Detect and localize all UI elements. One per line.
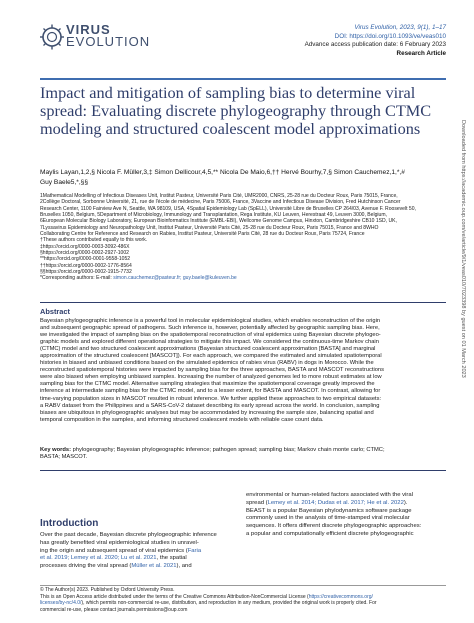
intro-line: Over the past decade, Bayesian discrete phylogeographic inference bbox=[40, 532, 217, 538]
logo-line-1: VIRUS bbox=[66, 22, 111, 37]
virus-logo-icon bbox=[40, 24, 64, 50]
abstract-line: we investigated the impact of sampling bias on the spatiotemporal reconstruction of viral epidemics using Bayesian discrete phylogeo- bbox=[40, 332, 381, 339]
download-watermark bbox=[459, 120, 467, 480]
intro-line: has greatly benefited viral epidemiological studies in unravel- bbox=[40, 539, 199, 546]
copyright-notice: © The Author(s) 2023. Published by Oxford University Press. bbox=[40, 587, 175, 593]
journal-logo[interactable] bbox=[40, 24, 160, 68]
article-type: Research Article bbox=[396, 49, 446, 57]
intro-line bbox=[40, 563, 236, 571]
keywords-text: phylogeography; Bayesian phylogeographic inference; pathogen spread; sampling bias; Markov chain monte carlo; CTMC; bbox=[71, 447, 385, 453]
affiliation-line: Research Center, 1100 Fairview Ave N, Seattle, WA 98109, USA, 4Spatial Epidemiology Lab (SpELL), Université Libre de Bruxelles CP 264/03, Avenue F. Roosevelt 50, bbox=[40, 205, 416, 212]
intro-line bbox=[40, 555, 236, 563]
orcid-link[interactable]: §§https://orcid.org/0000-0002-1915-7732 bbox=[40, 269, 132, 276]
introduction-heading: Introduction bbox=[40, 518, 99, 529]
intro-line: a popular and computationally efficient discrete phylogeographic bbox=[246, 530, 414, 537]
affiliations bbox=[40, 193, 446, 282]
abstract-line: inference at intermediate sampling bias for the CTMC model, and to a lesser extent, for BASTA and MASCOT. In contrast, allowing for bbox=[40, 388, 381, 395]
abstract-line: biases are ubiquitous in phylogeographic analyses but may be accommodated by increasing the sample size, balancing spatial and bbox=[40, 409, 374, 416]
affiliation-line: 2Collège Doctoral, Sorbonne Université, 21, rue de l'école de médecine, Paris 75006, France, 3Vaccine and Infectious Disease Division, Fred Hutchinson Cancer bbox=[40, 199, 401, 206]
orcid-link[interactable]: ††https://orcid.org/0000-0002-1776-8564 bbox=[40, 262, 132, 269]
intro-text: ). bbox=[403, 499, 408, 506]
intro-text: spread ( bbox=[246, 499, 268, 506]
intro-text: , the spatial bbox=[156, 555, 187, 562]
license-link[interactable]: https://creativecommons.org/ bbox=[308, 593, 373, 600]
intro-text: processes driving the viral spread ( bbox=[40, 563, 132, 570]
intro-text: ing the origin and subsequent spread of viral epidemics ( bbox=[40, 547, 188, 554]
doi-link[interactable]: DOI: https://doi.org/10.1093/ve/veas010 bbox=[334, 32, 446, 40]
download-watermark-text: Downloaded from https://academic.oup.com/ve/article/9/1/veas010/7023398 by guest on 01 March 2023 bbox=[460, 120, 466, 378]
license-footer bbox=[40, 587, 446, 613]
intro-line: BEAST is a popular Bayesian phylodynamics software package bbox=[246, 507, 412, 514]
abstract-line: time-varying population sizes in MASCOT resulted in robust inference. We further applied these approaches to two empirical datasets: bbox=[40, 395, 382, 402]
orcid-link[interactable]: ‡https://orcid.org/0000-0003-3092-486X bbox=[40, 243, 130, 250]
intro-line bbox=[246, 500, 442, 508]
journal-citation: Virus Evolution, 2023, 9(1), 1–17 bbox=[354, 24, 446, 31]
affiliation-line: Collaborating Centre for Reference and Research on Rabies, Institut Pasteur, Université Paris Cité, 28 rue du Docteur Roux, Paris 75724, France bbox=[40, 231, 365, 238]
citation-link[interactable]: Faria bbox=[187, 547, 202, 554]
abstract-line: histories in biased and unbiased conditions based on the simulated epidemics of rabies virus (RABV) in dogs in Morocco. While the bbox=[40, 360, 374, 367]
author-line: Maylis Layan,1,2,§ Nicola F. Müller,3,‡ Simon Dellicour,4,5,** Nicola De Maio,6,†† Hervé Bourhy,7,§ Simon Cauchemez,1,*,# bbox=[40, 169, 405, 176]
abstract-line: sampling bias for the CTMC model. Alternative sampling strategies that maximize the spatiotemporal coverage greatly improved the bbox=[40, 381, 375, 388]
equal-contribution-note: †These authors contributed equally to this work. bbox=[40, 237, 148, 244]
abstract-line: reconstructed spatiotemporal histories were impacted by sampling bias for the three approaches, BASTA and MASCOT reconstructions bbox=[40, 367, 384, 374]
abstract-line: a RABV dataset from the Philippines and a SARS-CoV-2 dataset describing its early spread across the world. In conclusion, sampling bbox=[40, 402, 380, 409]
author-line: Guy Baele5,*,§§ bbox=[40, 179, 89, 186]
keywords-line bbox=[40, 447, 446, 454]
abstract-line: approximation of the structured coalescent [MASCOT]). For each approach, we compared the estimated and simulated spatiotemporal bbox=[40, 353, 382, 360]
abstract-rule bbox=[40, 302, 446, 303]
intro-line bbox=[40, 548, 236, 556]
corresponding-email-link[interactable]: simon.cauchemez@pasteur.fr; guy.baele@kuleuven.be bbox=[113, 275, 237, 282]
article-meta bbox=[305, 24, 446, 58]
abstract-line: (CTMC) model and two structured coalescent approximations (Bayesian structured coalescent approximation [BASTA] and marginal bbox=[40, 346, 376, 353]
license-text: This is an Open Access article distributed under the terms of the Creative Commons Attribution-NonCommercial License ( bbox=[40, 593, 309, 600]
intro-line: environmental or human-related factors associated with the viral bbox=[246, 492, 413, 498]
citation-link[interactable]: Müller et al. 2021 bbox=[131, 563, 177, 570]
footer-rule bbox=[40, 585, 446, 586]
author-list bbox=[40, 168, 446, 188]
publication-date: Advance access publication date: 6 February 2023 bbox=[304, 41, 446, 48]
affiliation-line: 1Mathematical Modelling of Infectious Diseases Unit, Institut Pasteur, Université Paris Cité, UMR2000, CNRS, 25-28 rue du Docteur Roux, Paris 75015, France, bbox=[40, 193, 398, 199]
citation-link[interactable]: et al. 2019; Lemey et al. 2020; Lu et al. 2021 bbox=[40, 555, 157, 562]
introduction-left-column bbox=[40, 532, 236, 571]
intro-line: commonly used in the analysis of time-stamped viral molecular bbox=[246, 515, 410, 522]
introduction-right-column bbox=[246, 492, 442, 539]
corresponding-authors bbox=[40, 275, 446, 281]
logo-wordmark bbox=[66, 24, 150, 48]
keywords-rule bbox=[40, 470, 446, 471]
affiliation-line: 6European Molecular Biology Laboratory, European Bioinformatics Institute (EMBL-EBI), Wellcome Genome Campus, Hinxton, Cambridgeshire CB10 1SD, UK, bbox=[40, 218, 397, 225]
orcid-link[interactable]: §https://orcid.org/0000-0002-2927-1002 bbox=[40, 250, 129, 257]
abstract-line: Bayesian phylogeographic inference is a powerful tool in molecular epidemiological studies, which enables reconstruction of the origin bbox=[40, 318, 381, 324]
article-title: Impact and mitigation of sampling bias to determine viral spread: Evaluating discrete phylogeography through CTMC modeling and structured coalescent model approximations bbox=[40, 83, 432, 138]
affiliation-line: Bruxelles 1050, Belgium, 5Department of Microbiology, Immunology and Transplantation, Rega Institute, KU Leuven, Herestraat 49, Leuven 3000, Belgium, bbox=[40, 212, 387, 219]
logo-line-2: EVOLUTION bbox=[66, 34, 151, 49]
abstract-body bbox=[40, 318, 446, 424]
license-link[interactable]: licenses/by-nc/4.0/ bbox=[40, 600, 82, 606]
keywords-label: Key words: bbox=[40, 447, 71, 453]
keywords bbox=[40, 447, 446, 461]
citation-link[interactable]: Lemey et al. 2014; Dudas et al. 2017; He et al. 2022 bbox=[267, 499, 404, 506]
license-text: ), which permits non-commercial re-use, distribution, and reproduction in any medium, provided the original work is properly cited. For bbox=[81, 600, 377, 606]
affiliation-line: 7Lyssavirus Epidemiology and Neuropathology Unit, Institut Pasteur, Université Paris Cité, 25-28 rue du Docteur Roux, Paris 75015, France and 8WHO bbox=[40, 224, 379, 231]
commercial-reuse-note: commercial re-use, please contact journals.permissions@oup.com bbox=[40, 606, 188, 613]
abstract-line: temporal composition in the samples, and informing structured coalescent models with reliable case count data. bbox=[40, 416, 324, 423]
corresponding-label: *Corresponding authors: E-mail: bbox=[40, 275, 114, 282]
header-rule bbox=[40, 78, 446, 80]
abstract-heading: Abstract bbox=[40, 307, 70, 316]
abstract-line: and subsequent geographic spread of pathogens. Such inference is, however, potentially affected by geographic sampling bias. Here, bbox=[40, 325, 380, 332]
keywords-line: BASTA; MASCOT. bbox=[40, 454, 88, 461]
intro-line: sequences. It offers different discrete phylogeographic approaches: bbox=[246, 523, 422, 530]
abstract-line: graphic models and explored different operational strategies to mitigate this impact. We considered the continuous-time Markov chain bbox=[40, 339, 379, 346]
abstract-line: were also biased when employing unbiased samples. Increasing the number of analyzed genomes led to more robust estimates at low bbox=[40, 374, 382, 381]
intro-text: ), and bbox=[176, 563, 192, 570]
orcid-link[interactable]: **https://orcid.org/0000-0001-9558-1052 bbox=[40, 256, 131, 263]
